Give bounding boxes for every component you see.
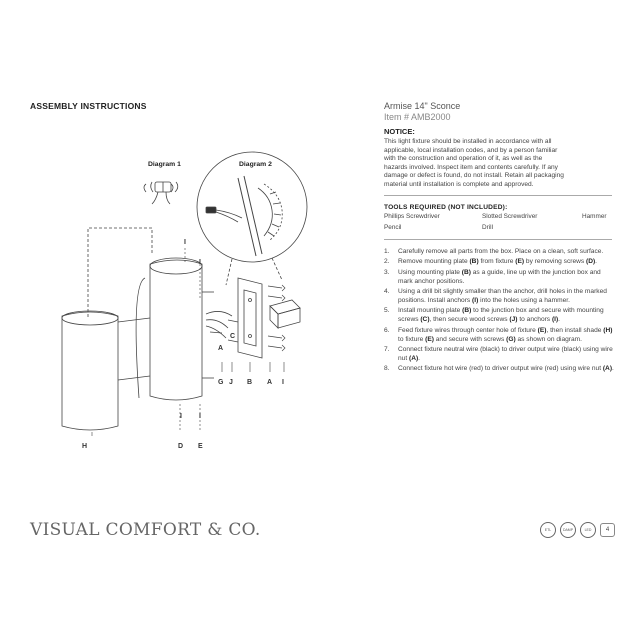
label-b: B <box>247 379 253 386</box>
part-reference: (B) <box>461 268 471 276</box>
product-name: Armise 14" Sconce <box>384 101 461 111</box>
brand-logo <box>30 520 261 540</box>
part-reference: (G) <box>506 335 516 343</box>
label-i-lower1: I <box>180 413 182 420</box>
tool-item: Phillips Screwdriver <box>384 213 440 220</box>
label-i-right: I <box>282 379 284 386</box>
part-reference: (E) <box>537 326 547 334</box>
notice-line: This light fixture should be installed in accordance with all <box>384 138 552 145</box>
part-reference: (H) <box>603 326 613 334</box>
step-number: 3. <box>384 268 390 276</box>
diagram-1-wire-nut-illustration <box>144 182 178 204</box>
label-i-lower2: I <box>199 413 201 420</box>
fixture-body-illustration <box>136 258 214 400</box>
step-text: Using mounting plate <box>398 268 462 276</box>
step-number: 5. <box>384 307 390 315</box>
label-i-upper: I <box>199 259 201 266</box>
certification-icons <box>540 522 615 538</box>
step-text: as a guide, line up with the junction box and mark anchor positions. <box>398 268 601 285</box>
brand-wordmark: VISUAL COMFORT & CO. <box>30 520 261 540</box>
etl-cert-icon: ETL <box>540 522 556 538</box>
notice-line: damage or defect is found, do not install. Retain all packaging <box>384 172 564 180</box>
diagram-2-detail-illustration <box>197 152 307 262</box>
step-text: , then install shade <box>546 326 604 334</box>
diagram-2-label: Diagram 2 <box>239 161 272 168</box>
led-icon: LED <box>580 522 596 538</box>
part-reference: (A) <box>409 354 419 362</box>
step-text: into the holes using a hammer. <box>478 297 570 305</box>
step-text: Connect fixture neutral wire (black) to driver output wire (black) using wire nut <box>398 346 613 362</box>
label-j: J <box>229 379 233 386</box>
step-text: Connect fixture hot wire (red) to driver output wire (red) using wire nut <box>398 365 603 373</box>
step-number: 7. <box>384 346 390 354</box>
step-number: 4. <box>384 288 390 296</box>
product-item-number: Item # AMB2000 <box>384 112 451 122</box>
screws-illustration <box>210 285 285 351</box>
tool-item: Pencil <box>384 224 402 231</box>
tool-item: Drill <box>482 224 494 231</box>
step-text: and secure with screws <box>433 335 507 343</box>
step-text: Remove mounting plate <box>398 258 470 266</box>
step-number: 2. <box>384 258 390 266</box>
junction-box-illustration <box>270 300 300 328</box>
label-g: G <box>218 379 224 386</box>
part-reference: (B) <box>469 258 479 266</box>
step-text: Install mounting plate <box>398 307 463 315</box>
step-text: Feed fixture wires through center hole of fixture <box>398 326 538 334</box>
label-a-mid: A <box>218 345 224 352</box>
leader-lines <box>92 248 284 436</box>
step-number: 8. <box>384 365 390 373</box>
step-text: Using a drill bit slightly smaller than the anchor, drill holes in the marked positions. Install anchors <box>398 288 607 305</box>
part-reference: (D) <box>586 258 596 266</box>
notice-line: with the construction and operation of it, as well as the <box>384 155 543 163</box>
step-text: . <box>612 365 614 373</box>
step-text: to fixture <box>398 335 426 343</box>
step-text: by removing screws <box>524 258 587 266</box>
label-h: H <box>82 443 88 450</box>
step-text: from fixture <box>478 258 516 266</box>
step-text: . <box>418 354 420 362</box>
page-title: ASSEMBLY INSTRUCTIONS <box>30 101 147 111</box>
label-i-top: I <box>184 239 186 246</box>
damp-rated-icon: DAMP <box>560 522 576 538</box>
notice-line: hazards involved. Inspect item and contents carefully. If any <box>384 163 558 171</box>
step-text: . <box>558 316 561 324</box>
step-number: 1. <box>384 248 390 255</box>
step-text: Carefully remove all parts from the box. Place on a clean, soft surface. <box>398 248 604 255</box>
part-reference: (J) <box>509 316 518 324</box>
label-e: E <box>198 443 203 450</box>
part-reference: (E) <box>515 258 525 266</box>
part-reference: (I) <box>472 297 479 305</box>
shade-illustration <box>62 311 150 430</box>
part-reference: (B) <box>462 307 472 315</box>
page-number: 4 <box>600 523 615 537</box>
notice-line: material until installation is complete and approved. <box>384 180 534 188</box>
part-reference: (I) <box>551 316 559 324</box>
label-c: C <box>230 333 236 340</box>
notice-heading: NOTICE: <box>384 127 415 136</box>
tool-item: Hammer <box>582 213 607 220</box>
part-reference: (A) <box>602 365 613 373</box>
diagram-1-label: Diagram 1 <box>148 161 181 168</box>
label-d: D <box>178 443 184 450</box>
mounting-plate-illustration <box>238 278 262 358</box>
tool-item: Slotted Screwdriver <box>482 213 538 220</box>
step-text: to the junction box and secure with mounting screws <box>398 307 604 324</box>
step-text: . <box>595 258 598 266</box>
step-text: as shown on diagram. <box>515 335 582 343</box>
notice-line: applicable, local installation codes, and by a person familiar <box>384 146 558 154</box>
part-reference: (C) <box>420 316 430 324</box>
label-a: A <box>267 379 273 386</box>
step-text: to anchors <box>517 316 552 324</box>
step-text: , then secure wood screws <box>429 316 510 324</box>
step-number: 6. <box>384 326 390 334</box>
tools-heading: TOOLS REQUIRED (NOT INCLUDED): <box>384 204 508 211</box>
part-reference: (E) <box>425 335 434 343</box>
